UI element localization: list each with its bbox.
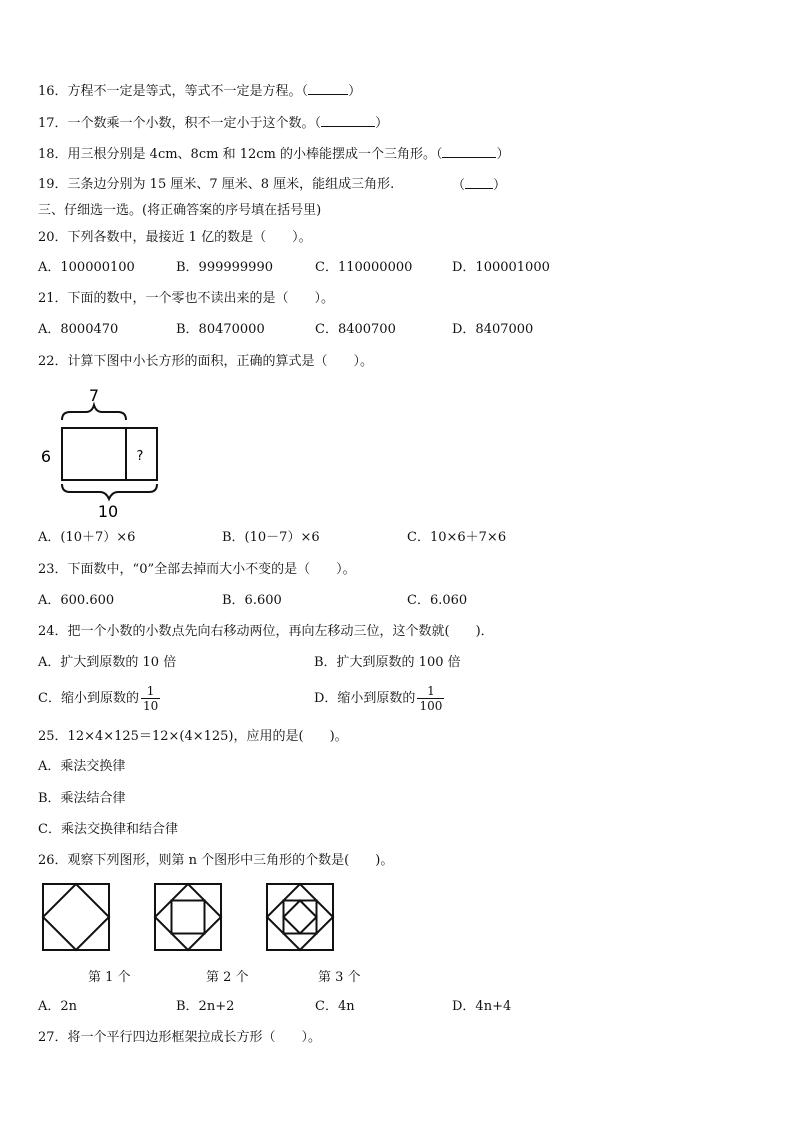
option-b[interactable]: B．扩大到原数的 100 倍 [314,655,461,670]
option-c[interactable]: C．110000000 [315,260,413,275]
option-c[interactable]: C．10×6＋7×6 [407,530,507,545]
label-top: 7 [88,386,100,405]
figure-caption-1: 第 1 个 [88,970,131,985]
answer-blank[interactable] [308,82,348,95]
question-18: 18．用三根分别是 4cm、8cm 和 12cm 的小棒能摆成一个三角形。（ ） [38,147,510,162]
answer-blank[interactable] [442,145,496,158]
option-b[interactable]: B．乘法结合律 [38,791,126,806]
fraction-c: $\frac{1}{10}$ [142,684,159,713]
rectangle-figure [30,380,180,522]
option-b[interactable]: B．2n+2 [176,999,235,1014]
answer-blank[interactable] [465,176,493,189]
question-16: 16．方程不一定是等式，等式不一定是方程。（ ） [38,84,362,99]
label-unknown: ? [136,449,144,464]
question-17: 17．一个数乘一个小数，积不一定小于这个数。（ ） [38,116,389,131]
figure-2 [155,884,221,950]
label-left: 6 [40,447,52,466]
question-21-stem: 21．下面的数中，一个零也不读出来的是（ ）。 [38,291,335,306]
top-brace [62,405,126,420]
option-d[interactable]: D．4n+4 [452,999,512,1014]
option-c[interactable]: C．缩小到原数的 $\frac{1}{10}$ [38,684,159,713]
option-c[interactable]: C．8400700 [315,322,396,337]
option-d[interactable]: D．8407000 [452,322,534,337]
pattern-figures [40,882,340,954]
option-a[interactable]: A．乘法交换律 [38,759,126,774]
bottom-brace [62,484,157,499]
option-a[interactable]: A．100000100 [38,260,135,275]
label-bottom: 10 [97,502,119,521]
option-d[interactable]: D．100001000 [452,260,550,275]
big-rectangle [62,428,126,480]
figure-1 [43,884,109,950]
option-a[interactable]: A．600.600 [38,593,115,608]
figure-3 [267,884,333,950]
option-a[interactable]: A．8000470 [38,322,119,337]
section-heading: 三、仔细选一选。(将正确答案的序号填在括号里) [38,203,322,218]
question-19-blank: （ ） [452,178,507,193]
option-b[interactable]: B．80470000 [176,322,265,337]
option-a[interactable]: A．2n [38,999,78,1014]
question-26-stem: 26．观察下列图形，则第 n 个图形中三角形的个数是( )。 [38,853,394,868]
question-20-stem: 20．下列各数中，最接近 1 亿的数是（ ）。 [38,230,312,245]
figure-caption-3: 第 3 个 [318,970,361,985]
fraction-d: $\frac{1}{100}$ [419,684,443,713]
option-b[interactable]: B．6.600 [222,593,282,608]
question-25-stem: 25．12×4×125＝12×(4×125)，应用的是( )。 [38,729,348,744]
option-d[interactable]: D．缩小到原数的 $\frac{1}{100}$ [314,684,443,713]
question-27-stem: 27．将一个平行四边形框架拉成长方形（ ）。 [38,1030,322,1045]
option-c[interactable]: C．乘法交换律和结合律 [38,822,178,837]
option-a[interactable]: A．(10＋7）×6 [38,530,136,545]
question-24-stem: 24．把一个小数的小数点先向右移动两位，再向左移动三位，这个数就( )． [38,624,494,639]
figure-caption-2: 第 2 个 [206,970,249,985]
option-b[interactable]: B．(10－7）×6 [222,530,320,545]
answer-blank[interactable] [321,114,375,127]
question-23-stem: 23．下面数中，“0”全部去掉而大小不变的是（ ）。 [38,562,356,577]
option-a[interactable]: A．扩大到原数的 10 倍 [38,655,177,670]
question-19: 19．三条边分别为 15 厘米、7 厘米、8 厘米，能组成三角形. [38,177,395,192]
option-c[interactable]: C．4n [315,999,355,1014]
option-c[interactable]: C．6.060 [407,593,468,608]
question-22-stem: 22．计算下图中小长方形的面积，正确的算式是（ ）。 [38,354,374,369]
option-b[interactable]: B．999999990 [176,260,273,275]
